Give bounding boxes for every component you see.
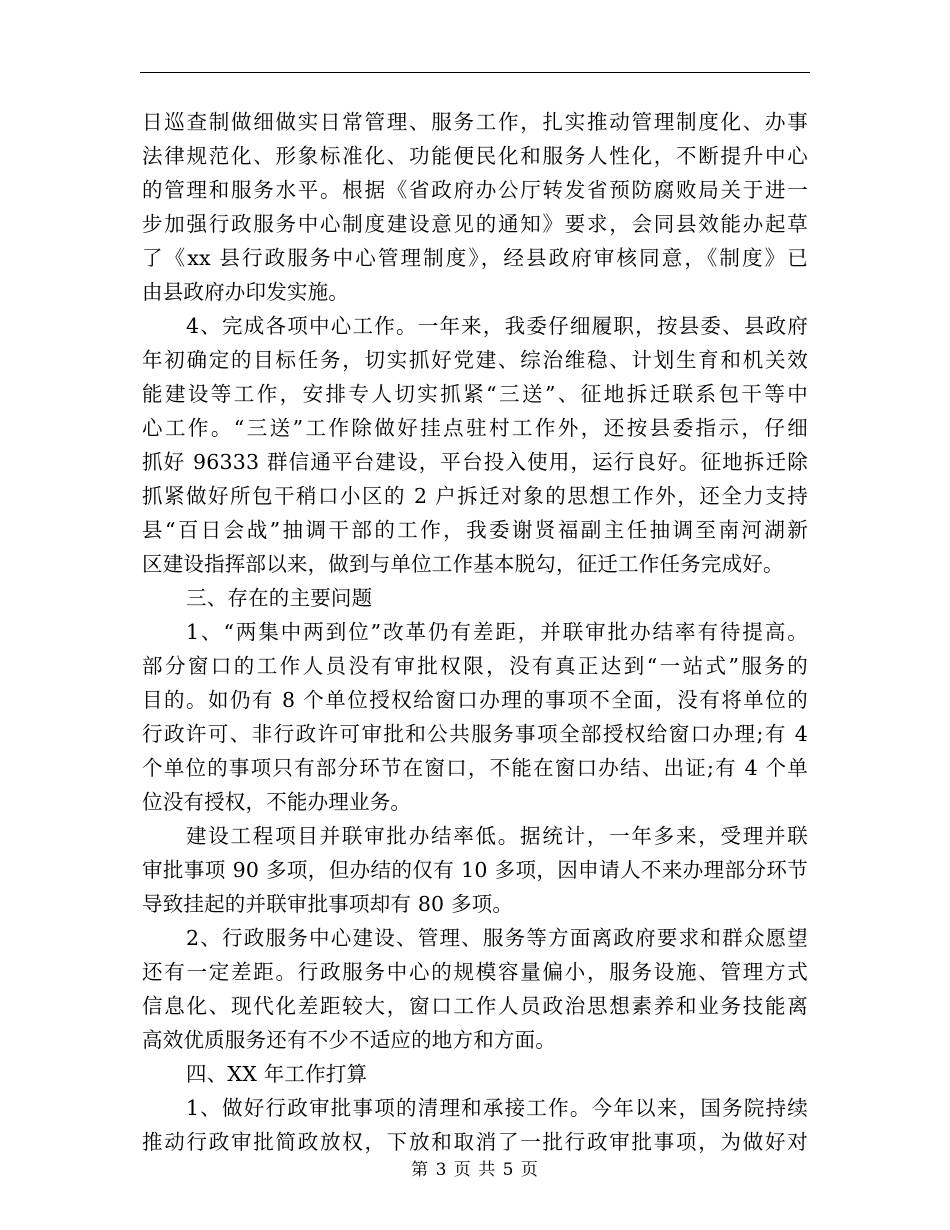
text-line: 位没有授权，不能办理业务。 [142,790,412,814]
text-line: 目的。如仍有 8 个单位授权给窗口办理的事项不全面，没有将单位的 [142,688,808,712]
text-line: 县“百日会战”抽调干部的工作，我委谢贤福副主任抽调至南河湖新 [142,518,808,542]
text-line: 年初确定的目标任务，切实抓好党建、综治维稳、计划生育和机关效 [142,348,808,372]
page-footer [0,1155,950,1180]
text-line: 2、行政服务中心建设、管理、服务等方面离政府要求和群众愿望 [186,926,808,950]
text-line: 步加强行政服务中心制度建设意见的通知》要求，会同县效能办起草 [142,212,808,236]
text-line: 导致挂起的并联审批事项却有 80 多项。 [142,892,514,916]
text-line: 部分窗口的工作人员没有审批权限，没有真正达到“一站式”服务的 [142,654,808,678]
text-line: 区建设指挥部以来，做到与单位工作基本脱勾，征迁工作任务完成好。 [142,552,784,576]
text-line: 还有一定差距。行政服务中心的规模容量偏小，服务设施、管理方式 [142,960,808,984]
text-line: 个单位的事项只有部分环节在窗口，不能在窗口办结、出证;有 4 个单 [142,756,808,780]
text-line: 了《xx 县行政服务中心管理制度》，经县政府审核同意，《制度》已 [142,246,808,270]
text-line: 1、“两集中两到位”改革仍有差距，并联审批办结率有待提高。 [186,620,808,644]
text-line: 的管理和服务水平。根据《省政府办公厅转发省预防腐败局关于进一 [142,178,808,202]
text-line: 心工作。“三送”工作除做好挂点驻村工作外，还按县委指示，仔细 [142,416,808,440]
header-rule [140,72,810,73]
text-line: 抓好 96333 群信通平台建设，平台投入使用，运行良好。征地拆迁除 [142,450,808,474]
text-line: 行政许可、非行政许可审批和公共服务事项全部授权给窗口办理;有 4 [142,722,808,746]
text-line: 高效优质服务还有不少不适应的地方和方面。 [142,1028,556,1052]
text-line: 三、存在的主要问题 [186,586,373,610]
text-line: 建设工程项目并联审批办结率低。据统计，一年多来，受理并联 [186,824,808,848]
text-line: 由县政府办印发实施。 [142,280,349,304]
text-line: 四、XX 年工作打算 [186,1062,368,1086]
text-line: 法律规范化、形象标准化、功能便民化和服务人性化，不断提升中心 [142,144,808,168]
text-line: 日巡查制做细做实日常管理、服务工作，扎实推动管理制度化、办事 [142,110,808,134]
document-body [142,105,808,1159]
text-line: 1、做好行政审批事项的清理和承接工作。今年以来，国务院持续 [186,1096,808,1120]
page-number: 第 3 页 共 5 页 [411,1160,539,1180]
text-line: 推动行政审批简政放权，下放和取消了一批行政审批事项，为做好对 [142,1130,808,1154]
text-line: 能建设等工作，安排专人切实抓紧“三送”、征地拆迁联系包干等中 [142,382,808,406]
text-line: 审批事项 90 多项，但办结的仅有 10 多项，因申请人不来办理部分环节 [142,858,808,882]
text-line: 信息化、现代化差距较大，窗口工作人员政治思想素养和业务技能离 [142,994,808,1018]
text-line: 4、完成各项中心工作。一年来，我委仔细履职，按县委、县政府 [186,314,808,338]
text-line: 抓紧做好所包干稍口小区的 2 户拆迁对象的思想工作外，还全力支持 [142,484,808,508]
